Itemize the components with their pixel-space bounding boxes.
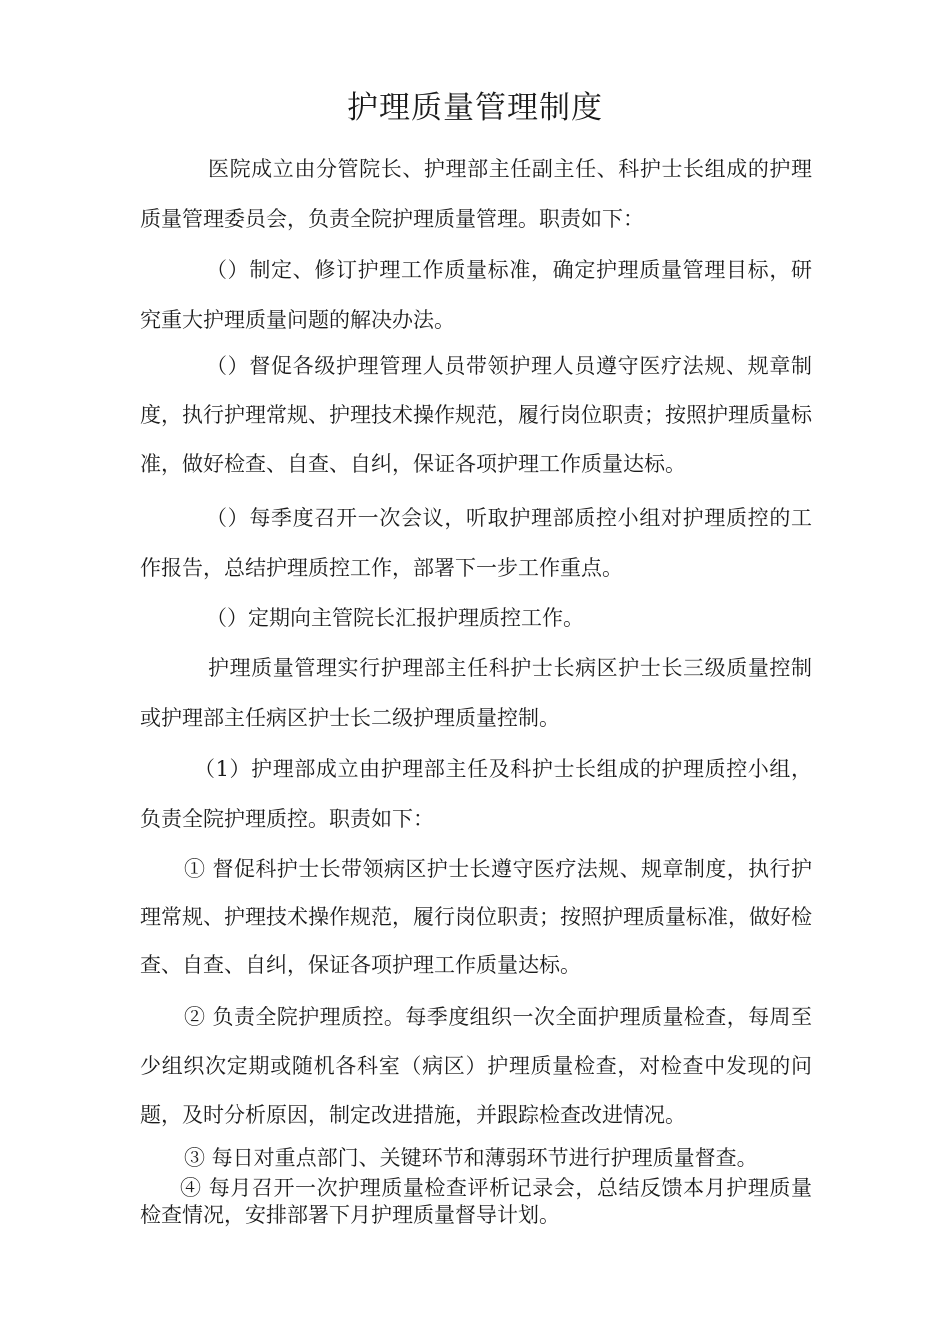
paragraph-committee: 医院成立由分管院长、护理部主任副主任、科护士长组成的护理质量管理委员会，负责全院护理质量管理。职责如下：	[140, 157, 812, 231]
document-title: 护理质量管理制度	[347, 90, 603, 126]
paragraph-duty-1: （）制定、修订护理工作质量标准，确定护理质量管理目标，研究重大护理质量问题的解决办法。	[140, 258, 812, 332]
paragraph-item-4: ④ 每月召开一次护理质量检查评析记录会，总结反馈本月护理质量检查情况，安排部署下月护理质量督导计划。	[140, 1176, 812, 1227]
paragraph-item-3: ③ 每日对重点部门、关键环节和薄弱环节进行护理质量督查。	[184, 1146, 758, 1170]
paragraph-item-2: ② 负责全院护理质控。每季度组织一次全面护理质量检查，每周至少组织次定期或随机各科室（病区）护理质量检查，对检查中发现的问题，及时分析原因，制定改进措施，并跟踪检查改进情况。	[140, 1005, 812, 1127]
paragraph-duty-3: （）每季度召开一次会议，听取护理部质控小组对护理质控的工作报告，总结护理质控工作，部署下一步工作重点。	[140, 506, 812, 580]
paragraph-qc-group: （1）护理部成立由护理部主任及科护士长组成的护理质控小组，负责全院护理质控。职责如下：	[140, 757, 812, 831]
paragraph-duty-2: （）督促各级护理管理人员带领护理人员遵守医疗法规、规章制度，执行护理常规、护理技术操作规范，履行岗位职责；按照护理质量标准，做好检查、自查、自纠，保证各项护理工作质量达标。	[140, 354, 812, 476]
paragraph-duty-4: （）定期向主管院长汇报护理质控工作。	[206, 606, 584, 630]
paragraph-item-1: ① 督促科护士长带领病区护士长遵守医疗法规、规章制度，执行护理常规、护理技术操作规范，履行岗位职责；按照护理质量标准，做好检查、自查、自纠，保证各项护理工作质量达标。	[140, 857, 812, 977]
paragraph-quality-levels: 护理质量管理实行护理部主任科护士长病区护士长三级质量控制或护理部主任病区护士长二级护理质量控制。	[140, 656, 812, 730]
